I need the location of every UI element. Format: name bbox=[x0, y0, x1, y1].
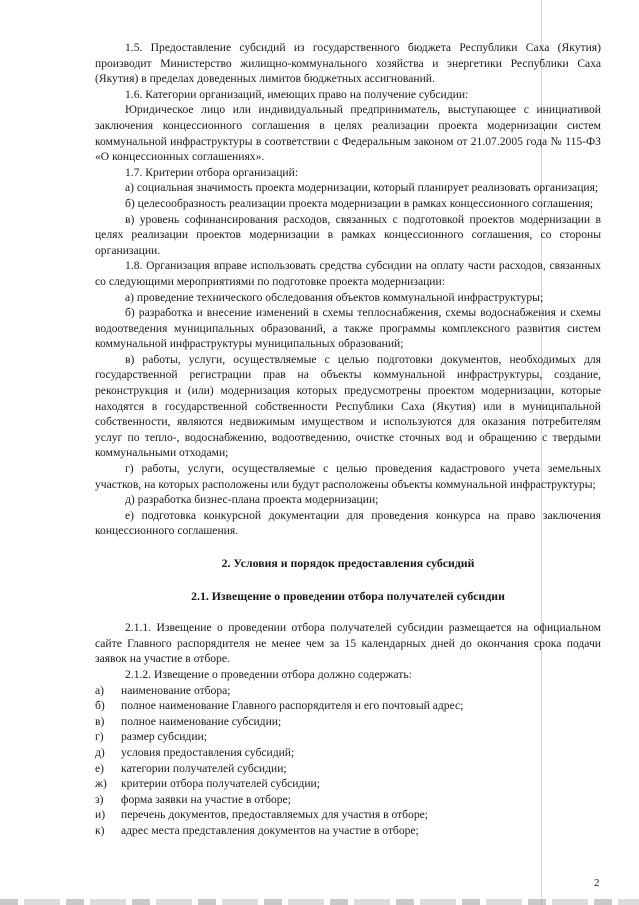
paragraph-1-5: 1.5. Предоставление субсидий из государственного бюджета Республики Саха (Якутия) производит Министерство жилищно-коммунального хозяйства и энергетики Республики Саха (Якутия) в пределах доведенных лимитов бюджетных ассигнований. bbox=[95, 41, 601, 86]
paragraph-1-8-d: д) разработка бизнес-плана проекта модернизации; bbox=[125, 493, 379, 507]
paragraph-2-1-2: 2.1.2. Извещение о проведении отбора должно содержать: bbox=[125, 667, 412, 681]
paragraph-1-7: 1.7. Критерии отбора организаций: bbox=[125, 165, 299, 179]
list-item: и) перечень документов, предоставляемых для участия в отборе; bbox=[95, 808, 429, 822]
list-item: б) полное наименование Главного распорядителя и его почтовый адрес; bbox=[95, 699, 464, 713]
paragraph-1-8-a: а) проведение технического обследования объектов коммунальной инфраструктуры; bbox=[125, 290, 544, 304]
scan-bottom-edge bbox=[0, 899, 639, 905]
page-number: 2 bbox=[594, 877, 600, 889]
paragraph-1-7-v: в) уровень софинансирования расходов, связанных с подготовкой проектов модернизации в целях реализации проектов модернизации в рамках концессионного соглашения, со стороны организации. bbox=[95, 212, 601, 257]
list-item: к) адрес места представления документов на участие в отборе; bbox=[95, 823, 419, 837]
list-item: е) категории получателей субсидии; bbox=[95, 761, 287, 775]
paragraph-1-6: 1.6. Категории организаций, имеющих право на получение субсидии: bbox=[125, 87, 469, 101]
paragraph-1-8-e: е) подготовка конкурсной документации для проведения конкурса на право заключения концессионного соглашения. bbox=[95, 508, 601, 538]
document-body bbox=[95, 40, 601, 839]
paragraph-1-6-body: Юридическое лицо или индивидуальный предприниматель, выступающее с инициативой заключения концессионного соглашения в целях реализации проекта модернизации систем коммунальной инфраструктуры в соответствии с Федеральным законом от 21.07.2005 года № 115-ФЗ «О концессионных соглашениях». bbox=[95, 103, 601, 164]
list-item: в) полное наименование субсидии; bbox=[95, 714, 282, 728]
paragraph-1-8-g: г) работы, услуги, осуществляемые с целью проведения кадастрового учета земельных участков, на которых расположены или будут расположены объекты коммунальной инфраструктуры; bbox=[95, 462, 601, 491]
paragraph-1-7-a: а) социальная значимость проекта модернизации, который планирует реализовать организация; bbox=[125, 181, 599, 195]
list-item: ж) критерии отбора получателей субсидии; bbox=[95, 777, 320, 791]
list-item: г) размер субсидии; bbox=[95, 730, 207, 744]
section-heading-2-1: 2.1. Извещение о проведении отбора получателей субсидии bbox=[191, 588, 505, 603]
paragraph-2-1-1: 2.1.1. Извещение о проведении отбора получателей субсидии размещается на официальном сайте Главного распорядителя не менее чем за 15 календарных дней до окончания срока подачи заявок на участие в отборе. bbox=[95, 621, 601, 666]
section-heading-2: 2. Условия и порядок предоставления субсидий bbox=[221, 556, 475, 570]
notice-contents-list bbox=[95, 683, 601, 839]
paragraph-1-8: 1.8. Организация вправе использовать средства субсидии на оплату части расходов, связанных со следующими мероприятиями по подготовке проекта модернизации: bbox=[95, 259, 601, 288]
list-item: а) наименование отбора; bbox=[95, 683, 231, 697]
list-item: д) условия предоставления субсидий; bbox=[95, 745, 295, 759]
paragraph-1-8-v: в) работы, услуги, осуществляемые с целью подготовки документов, необходимых для государственной регистрации прав на объекты коммунальной инфраструктуры, создание, реконструкция и (или) модернизация которых предусмотрены проектом модернизации, которые находятся в государственной собственности Республики Саха (Якутия) или в муниципальной собственности, являются недвижимым имуществом и используются для оказания потребителям услуг по тепло-, водоснабжению, водоотведению, очистке сточных вод и обращению с твердыми коммунальными отходами; bbox=[95, 352, 601, 460]
paragraph-1-8-b: б) разработка и внесение изменений в схемы теплоснабжения, схемы водоснабжения и схемы водоотведения муниципальных образований, а также программы комплексного развития систем коммунальной инфраструктуры муниципальных образований; bbox=[95, 306, 601, 351]
paragraph-1-7-b: б) целесообразность реализации проекта модернизации в рамках концессионного соглашения; bbox=[125, 196, 594, 210]
list-item: з) форма заявки на участие в отборе; bbox=[95, 792, 291, 806]
